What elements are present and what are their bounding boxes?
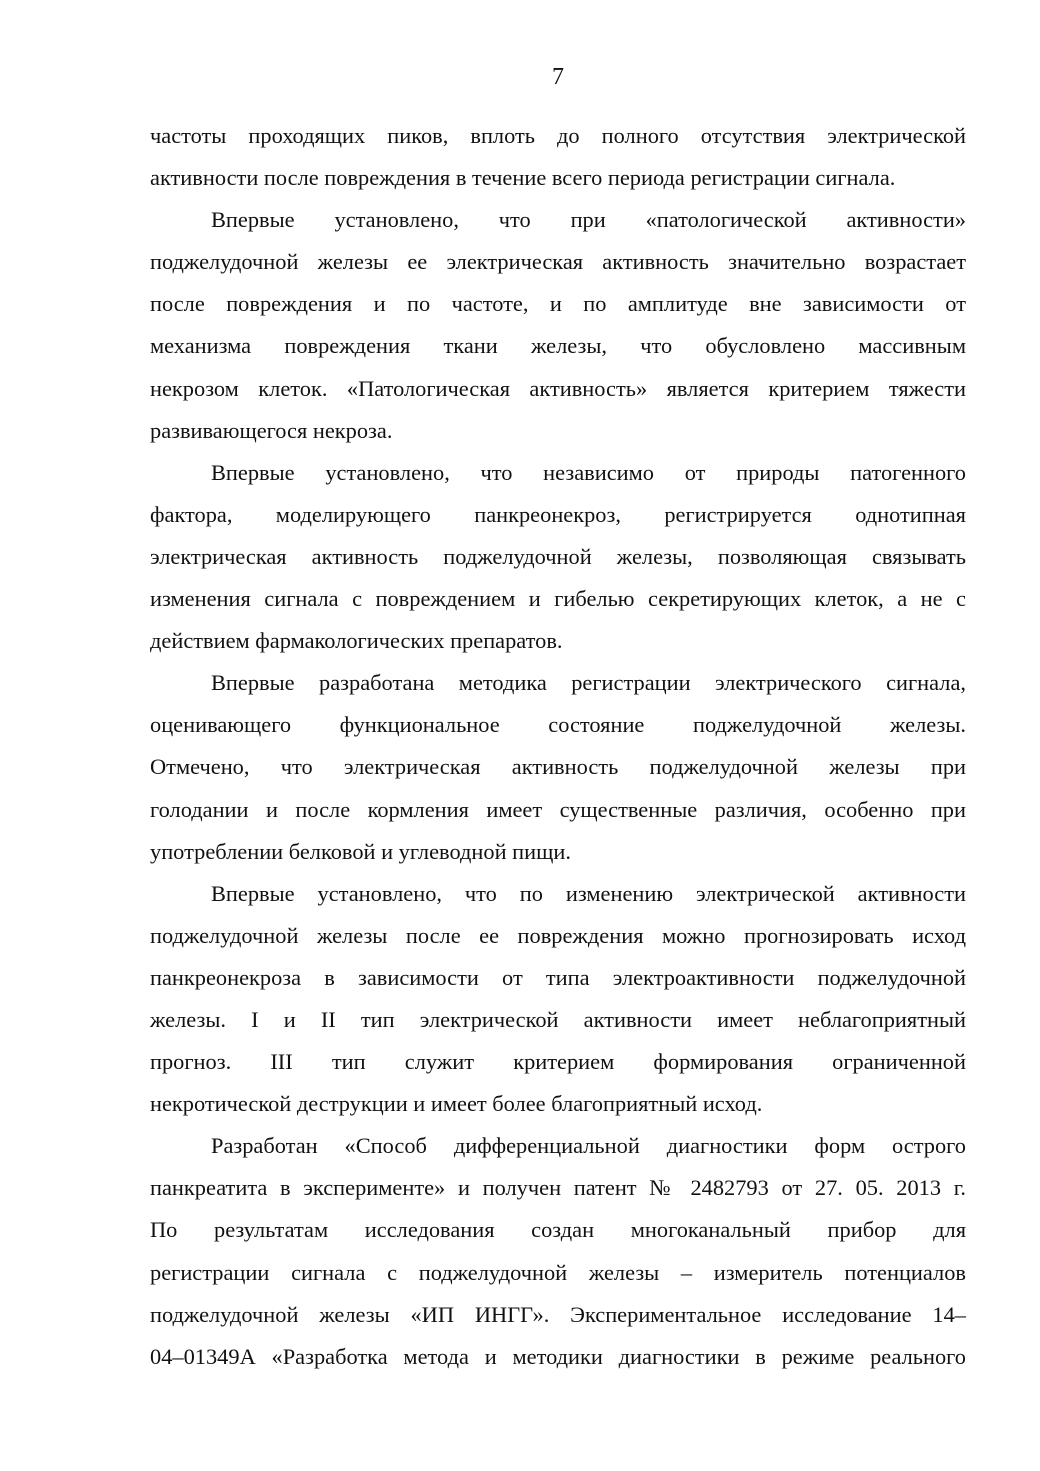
text-line: употреблении белковой и углеводной пищи. xyxy=(150,838,571,864)
text-line: голодании и после кормления имеет существенные различия, особенно при xyxy=(150,796,966,822)
text-line: изменения сигнала с повреждением и гибелью секретирующих клеток, а не с xyxy=(150,586,966,612)
paragraph xyxy=(150,452,966,662)
text-line: некрозом клеток. «Патологическая активность» является критерием тяжести xyxy=(150,375,966,401)
text-line: поджелудочной железы «ИП ИНГГ». Экспериментальное исследование 14– xyxy=(150,1301,966,1327)
text-line: Разработан «Способ дифференциальной диагностики форм острого xyxy=(211,1133,966,1159)
text-line: поджелудочной железы ее электрическая активность значительно возрастает xyxy=(150,249,966,275)
text-line: панкреонекроза в зависимости от типа электроактивности поджелудочной xyxy=(150,964,966,990)
paragraph xyxy=(150,662,966,872)
text-line: после повреждения и по частоте, и по амплитуде вне зависимости от xyxy=(150,291,966,317)
text-line: частоты проходящих пиков, вплоть до полного отсутствия электрической xyxy=(150,123,966,148)
paragraph xyxy=(150,873,966,1126)
body-text xyxy=(150,115,966,1378)
text-line: оценивающего функциональное состояние поджелудочной железы. xyxy=(150,712,966,738)
text-line: По результатам исследования создан многоканальный прибор для xyxy=(150,1217,966,1243)
text-line: поджелудочной железы после ее повреждения можно прогнозировать исход xyxy=(150,922,966,948)
text-line: некротической деструкции и имеет более благоприятный исход. xyxy=(150,1091,763,1117)
text-line: Впервые установлено, что при «патологической активности» xyxy=(211,207,966,233)
page-number: 7 xyxy=(552,64,564,90)
text-line: Впервые установлено, что независимо от природы патогенного xyxy=(211,459,966,485)
text-line: фактора, моделирующего панкреонекроз, регистрируется однотипная xyxy=(150,501,966,527)
text-line: Отмечено, что электрическая активность поджелудочной железы при xyxy=(150,754,966,780)
text-line: панкреатита в эксперименте» и получен патент № 2482793 от 27. 05. 2013 г. xyxy=(150,1175,966,1201)
text-line: прогноз. III тип служит критерием формирования ограниченной xyxy=(150,1049,966,1075)
paragraph xyxy=(150,1125,966,1378)
text-line: Впервые разработана методика регистрации электрического сигнала, xyxy=(211,670,966,696)
text-line: действием фармакологических препаратов. xyxy=(150,628,563,654)
text-line: электрическая активность поджелудочной железы, позволяющая связывать xyxy=(150,543,966,569)
text-line: 04–01349А «Разработка метода и методики диагностики в режиме реального xyxy=(150,1343,966,1369)
paragraph xyxy=(150,199,966,452)
text-line: железы. I и II тип электрической активности имеет неблагоприятный xyxy=(150,1006,966,1032)
paragraph xyxy=(150,115,966,199)
text-line: Впервые установлено, что по изменению электрической активности xyxy=(211,880,966,906)
text-line: развивающегося некроза. xyxy=(150,417,393,443)
text-line: регистрации сигнала с поджелудочной железы – измеритель потенциалов xyxy=(150,1259,966,1285)
text-line: механизма повреждения ткани железы, что обусловлено массивным xyxy=(150,333,966,359)
text-line: активности после повреждения в течение всего периода регистрации сигнала. xyxy=(150,165,896,191)
